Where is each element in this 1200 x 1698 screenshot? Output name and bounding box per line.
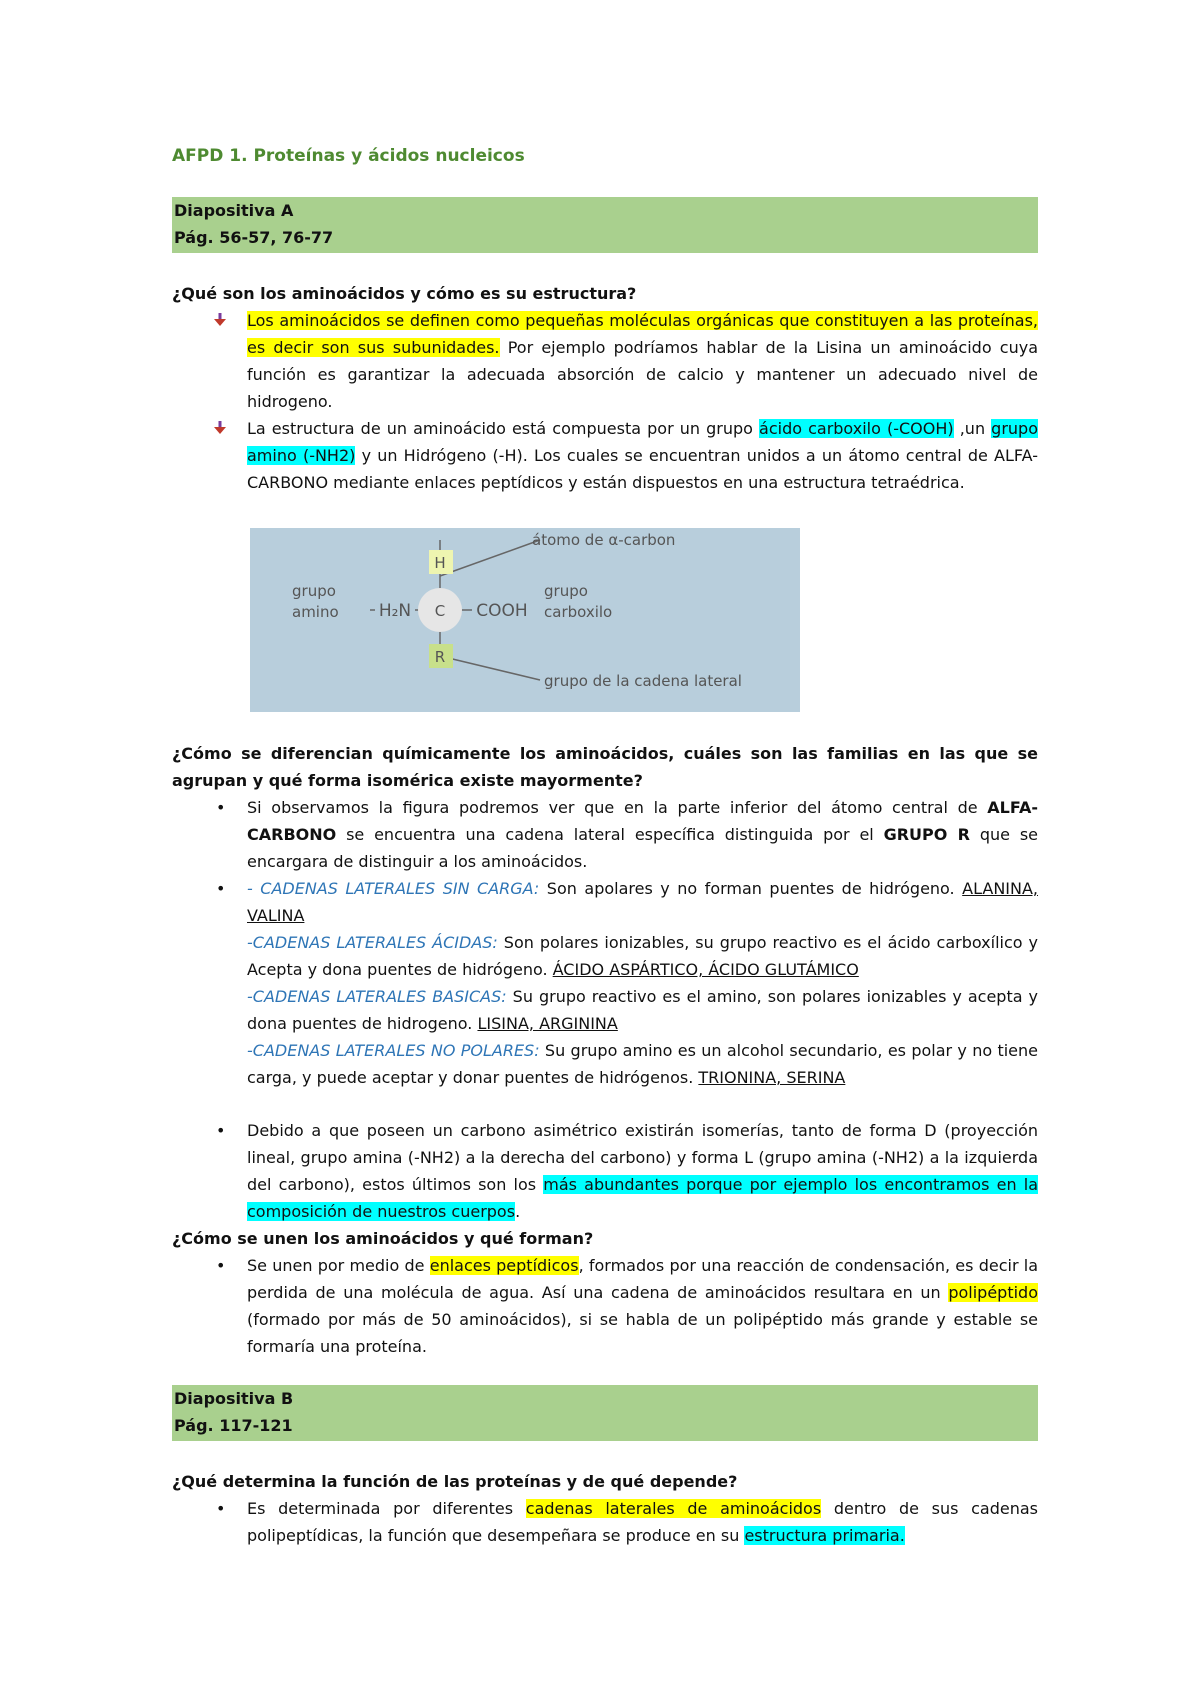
q2-bullet-3 xyxy=(247,1117,1038,1225)
chain-label: - CADENAS LATERALES SIN CARGA: xyxy=(247,879,540,898)
body-text: se encuentra una cadena lateral específica distinguida por el xyxy=(336,825,884,844)
highlight-text: grupo amino (-NH2) xyxy=(247,419,1038,465)
slide-b-label: Diapositiva B xyxy=(174,1389,294,1408)
diagram-r: R xyxy=(434,648,446,666)
diagram-carboxilo-2: carboxilo xyxy=(544,603,613,621)
diagram-side-chain: grupo de la cadena lateral xyxy=(544,672,742,690)
arrow-bullet-icon xyxy=(212,420,228,436)
diagram-carboxilo-1: grupo xyxy=(544,582,588,600)
body-text: (formado por más de 50 aminoácidos), si se habla de un polipéptido más grande y estable se formaría una proteína. xyxy=(247,1310,1038,1356)
example-text: ALANINA, VALINA xyxy=(247,879,1039,925)
question-2: ¿Cómo se diferencian químicamente los aminoácidos, cuáles son las familias en las que se agrupan y qué forma isomérica existe mayormente? xyxy=(172,744,1038,790)
dot-bullet-icon: • xyxy=(216,1121,226,1140)
body-text: que se encargara de distinguir a los aminoácidos. xyxy=(247,825,1038,871)
diagram-h: H xyxy=(434,554,446,572)
dot-bullet-icon: • xyxy=(216,798,226,817)
diagram-cooh: COOH xyxy=(476,601,528,621)
body-text: Se unen por medio de xyxy=(247,1256,430,1275)
highlight-text: enlaces peptídicos xyxy=(429,1256,579,1275)
q4-bullet-1 xyxy=(247,1495,1038,1549)
slide-a-header xyxy=(172,197,1038,253)
document-title: AFPD 1. Proteínas y ácidos nucleicos xyxy=(172,146,525,166)
body-text: Es determinada por diferentes xyxy=(247,1499,526,1518)
diagram-alpha-label: átomo de α-carbon xyxy=(532,531,676,549)
diagram-c: C xyxy=(434,602,446,620)
chain-label: -CADENAS LATERALES ÁCIDAS: xyxy=(247,933,498,952)
q2-bullet-1 xyxy=(247,794,1038,875)
body-text: Su grupo amino es un alcohol secundario, es polar y no tiene carga, y puede aceptar y donar puentes de hidrógenos. xyxy=(247,1041,1038,1087)
body-text: ,un xyxy=(953,419,992,438)
question-4: ¿Qué determina la función de las proteínas y de qué depende? xyxy=(172,1472,738,1491)
body-text: La estructura de un aminoácido está compuesta por un grupo xyxy=(247,419,760,438)
highlight-text: más abundantes porque por ejemplo los encontramos en la composición de nuestros cuerpos xyxy=(247,1175,1038,1221)
bold-text: ALFA-CARBONO xyxy=(247,798,1038,844)
arrow-bullet-icon xyxy=(212,312,228,328)
chain-label: -CADENAS LATERALES NO POLARES: xyxy=(247,1041,540,1060)
example-text: ÁCIDO ASPÁRTICO, ÁCIDO GLUTÁMICO xyxy=(552,960,859,979)
diagram-h2n: H₂N xyxy=(378,601,412,621)
body-text: Son polares ionizables, su grupo reactivo es el ácido carboxílico y Acepta y dona puentes de hidrógeno. xyxy=(247,933,1039,979)
q1-bullet-1 xyxy=(247,307,1038,415)
example-text: LISINA, ARGININA xyxy=(477,1014,618,1033)
body-text: Por ejemplo podríamos hablar de la Lisina un aminoácido cuya función es garantizar la adecuada absorción de calcio y mantener un adecuado nivel de hidrogeno. xyxy=(247,338,1038,411)
highlight-text: estructura primaria. xyxy=(744,1526,905,1545)
body-text: Debido a que poseen un carbono asimétrico existirán isomerías, tanto de forma D (proyección lineal, grupo amina (-NH2) a la derecha del carbono) y forma L (grupo amina (-NH2) a la izquierda del carbono), estos últimos son los xyxy=(247,1121,1038,1194)
q3-bullet-1 xyxy=(247,1252,1038,1360)
body-text: . xyxy=(515,1202,521,1221)
slide-a-pages: Pág. 56-57, 76-77 xyxy=(174,228,334,247)
highlight-text: ácido carboxilo (-COOH) xyxy=(759,419,954,438)
body-text: dentro de sus cadenas polipeptídicas, la función que desempeñara se produce en su xyxy=(247,1499,1039,1545)
question-1: ¿Qué son los aminoácidos y cómo es su estructura? xyxy=(172,284,637,303)
slide-b-header xyxy=(172,1385,1038,1441)
slide-a-label: Diapositiva A xyxy=(174,201,294,220)
body-text: Su grupo reactivo es el amino, son polares ionizables y acepta y dona puentes de hidrogeno. xyxy=(247,987,1039,1033)
body-text: y un Hidrógeno (-H). Los cuales se encuentran unidos a un átomo central de ALFA-CARBONO mediante enlaces peptídicos y están dispuestos en una estructura tetraédrica. xyxy=(247,446,1038,492)
amino-acid-diagram xyxy=(250,528,800,712)
q1-bullet-2 xyxy=(247,415,1038,496)
body-text: Son apolares y no forman puentes de hidrógeno. xyxy=(539,879,963,898)
dot-bullet-icon: • xyxy=(216,879,226,898)
diagram-amino-2: amino xyxy=(292,603,339,621)
body-text: , formados por una reacción de condensación, es decir la perdida de una molécula de agua. Así una cadena de aminoácidos resultara en un xyxy=(247,1256,1039,1302)
chain-label: -CADENAS LATERALES BASICAS: xyxy=(247,987,507,1006)
question-3: ¿Cómo se unen los aminoácidos y qué forman? xyxy=(172,1229,594,1248)
dot-bullet-icon: • xyxy=(216,1256,226,1275)
highlight-text: cadenas laterales de aminoácidos xyxy=(525,1499,822,1518)
body-text: Si observamos la figura podremos ver que en la parte inferior del átomo central de xyxy=(247,798,988,817)
example-text: TRIONINA, SERINA xyxy=(698,1068,846,1087)
highlight-text: polipéptido xyxy=(948,1283,1038,1302)
bold-text: GRUPO R xyxy=(883,825,970,844)
slide-b-pages: Pág. 117-121 xyxy=(174,1416,293,1435)
diagram-amino-1: grupo xyxy=(292,582,336,600)
highlight-text: Los aminoácidos se definen como pequeñas moléculas orgánicas que constituyen a las proteínas, es decir son sus subunidades. xyxy=(247,311,1038,357)
dot-bullet-icon: • xyxy=(216,1499,226,1518)
q2-bullet-2 xyxy=(247,875,1038,1091)
